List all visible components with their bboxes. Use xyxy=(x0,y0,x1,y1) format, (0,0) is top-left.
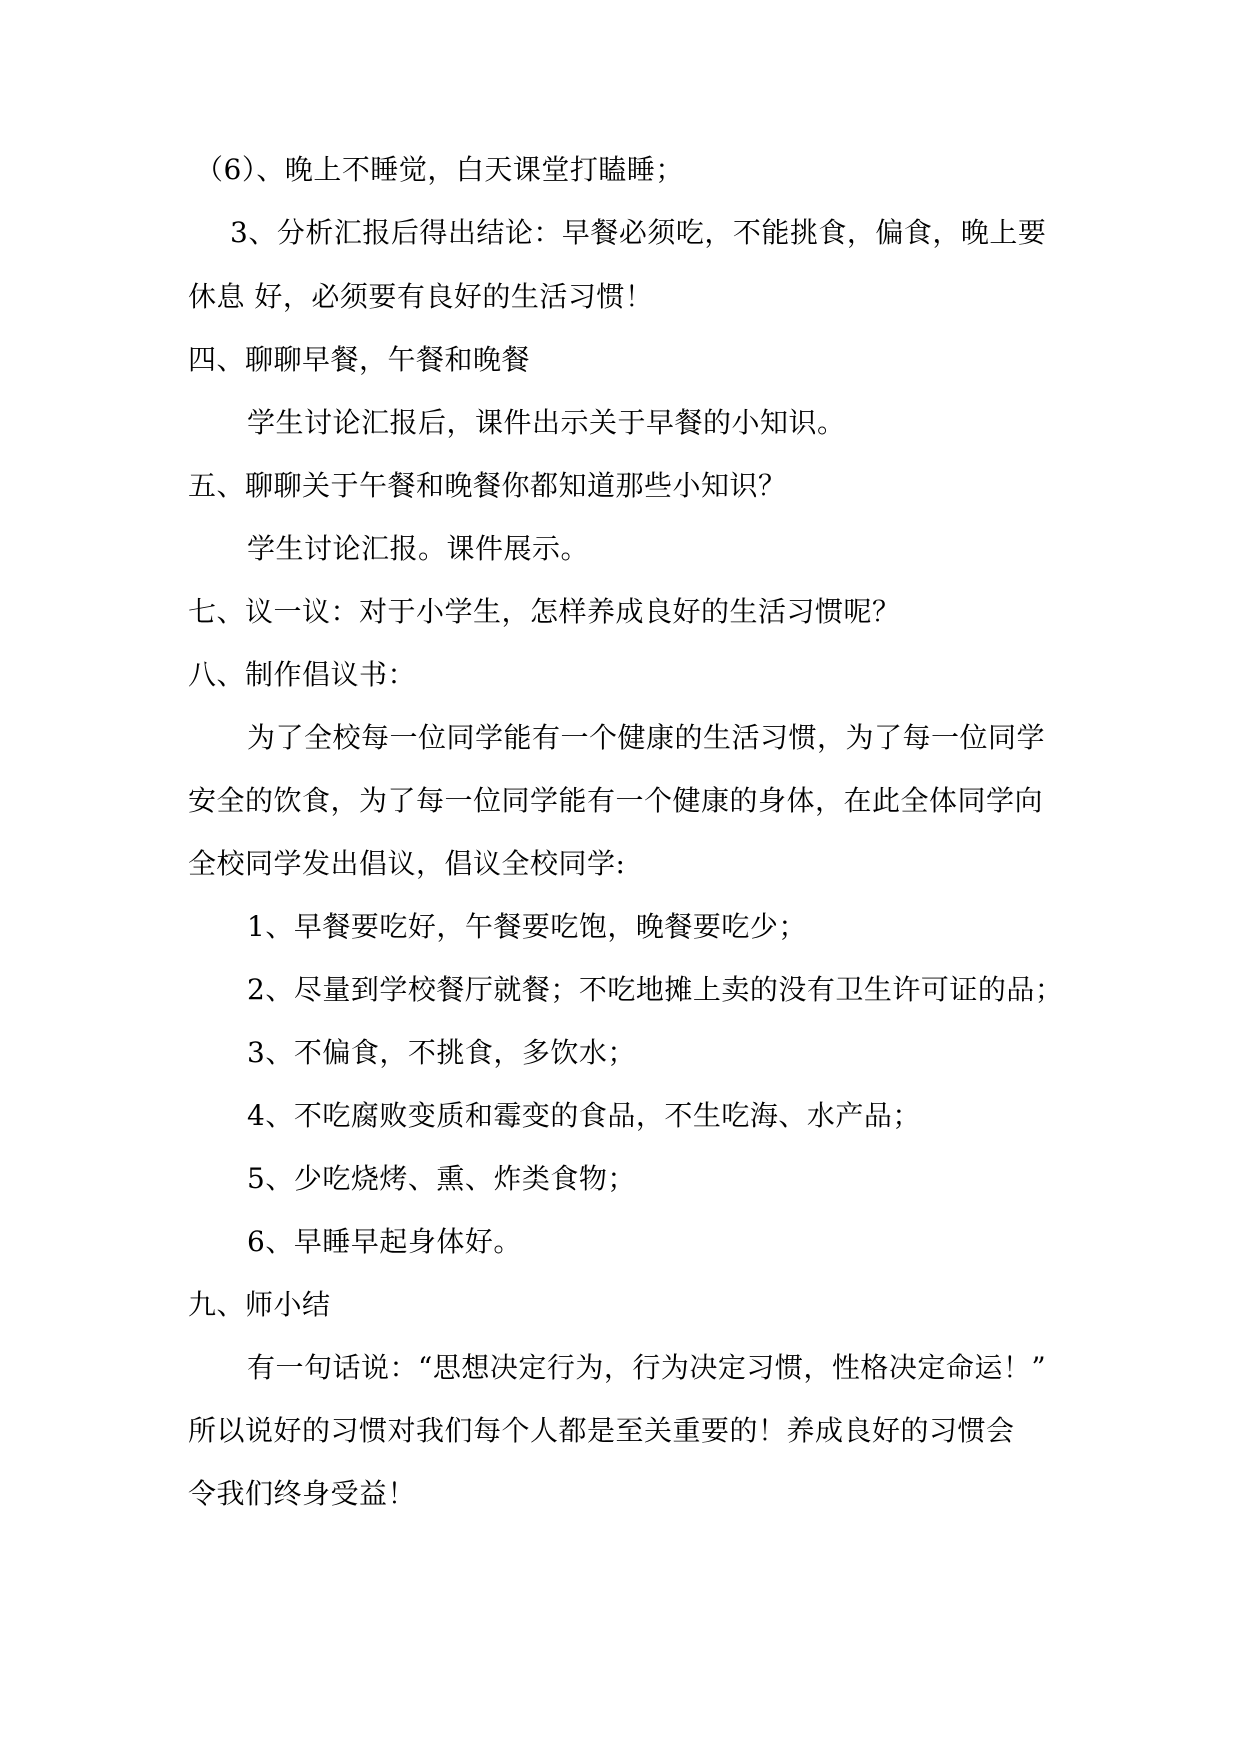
summary-line-3: 令我们终身受益！ xyxy=(188,1477,417,1510)
proposal-item-5: 5、少吃烧烤、熏、炸类食物； xyxy=(247,1162,636,1195)
proposal-item-2: 2、尽量到学校餐厅就餐；不吃地摊上卖的没有卫生许可证的品； xyxy=(247,973,1064,1006)
conclusion-line-1: 3、分析汇报后得出结论：早餐必须吃，不能挑食，偏食，晚上要 xyxy=(230,216,1047,249)
paragraph-line: 学生讨论汇报。课件展示。 xyxy=(247,532,590,565)
section-heading-5: 五、聊聊关于午餐和晚餐你都知道那些小知识？ xyxy=(188,469,787,502)
section-heading-7: 七、议一议：对于小学生，怎样养成良好的生活习惯呢？ xyxy=(188,595,901,628)
section-heading-4: 四、聊聊早餐，午餐和晚餐 xyxy=(188,343,531,376)
paragraph-line: 学生讨论汇报后，课件出示关于早餐的小知识。 xyxy=(247,406,846,439)
proposal-item-3: 3、不偏食，不挑食，多饮水； xyxy=(247,1036,636,1069)
list-item-6-sleep: （6）、晚上不睡觉，白天课堂打瞌睡； xyxy=(195,153,684,186)
section-heading-9: 九、师小结 xyxy=(188,1288,331,1321)
proposal-line-1: 为了全校每一位同学能有一个健康的生活习惯，为了每一位同学 xyxy=(247,721,1046,754)
summary-line-1: 有一句话说：“思想决定行为，行为决定习惯，性格决定命运！” xyxy=(247,1351,1047,1384)
proposal-item-1: 1、早餐要吃好，午餐要吃饱，晚餐要吃少； xyxy=(247,910,807,943)
proposal-item-6: 6、早睡早起身体好。 xyxy=(247,1225,522,1258)
summary-line-2: 所以说好的习惯对我们每个人都是至关重要的！养成良好的习惯会 xyxy=(188,1414,1015,1447)
proposal-line-2: 安全的饮食，为了每一位同学能有一个健康的身体，在此全体同学向 xyxy=(188,784,1044,817)
conclusion-line-2: 休息 好，必须要有良好的生活习惯！ xyxy=(188,280,654,313)
proposal-line-3: 全校同学发出倡议，倡议全校同学: xyxy=(188,847,626,880)
proposal-item-4: 4、不吃腐败变质和霉变的食品，不生吃海、水产品； xyxy=(247,1099,921,1132)
section-heading-8: 八、制作倡议书： xyxy=(188,658,417,691)
